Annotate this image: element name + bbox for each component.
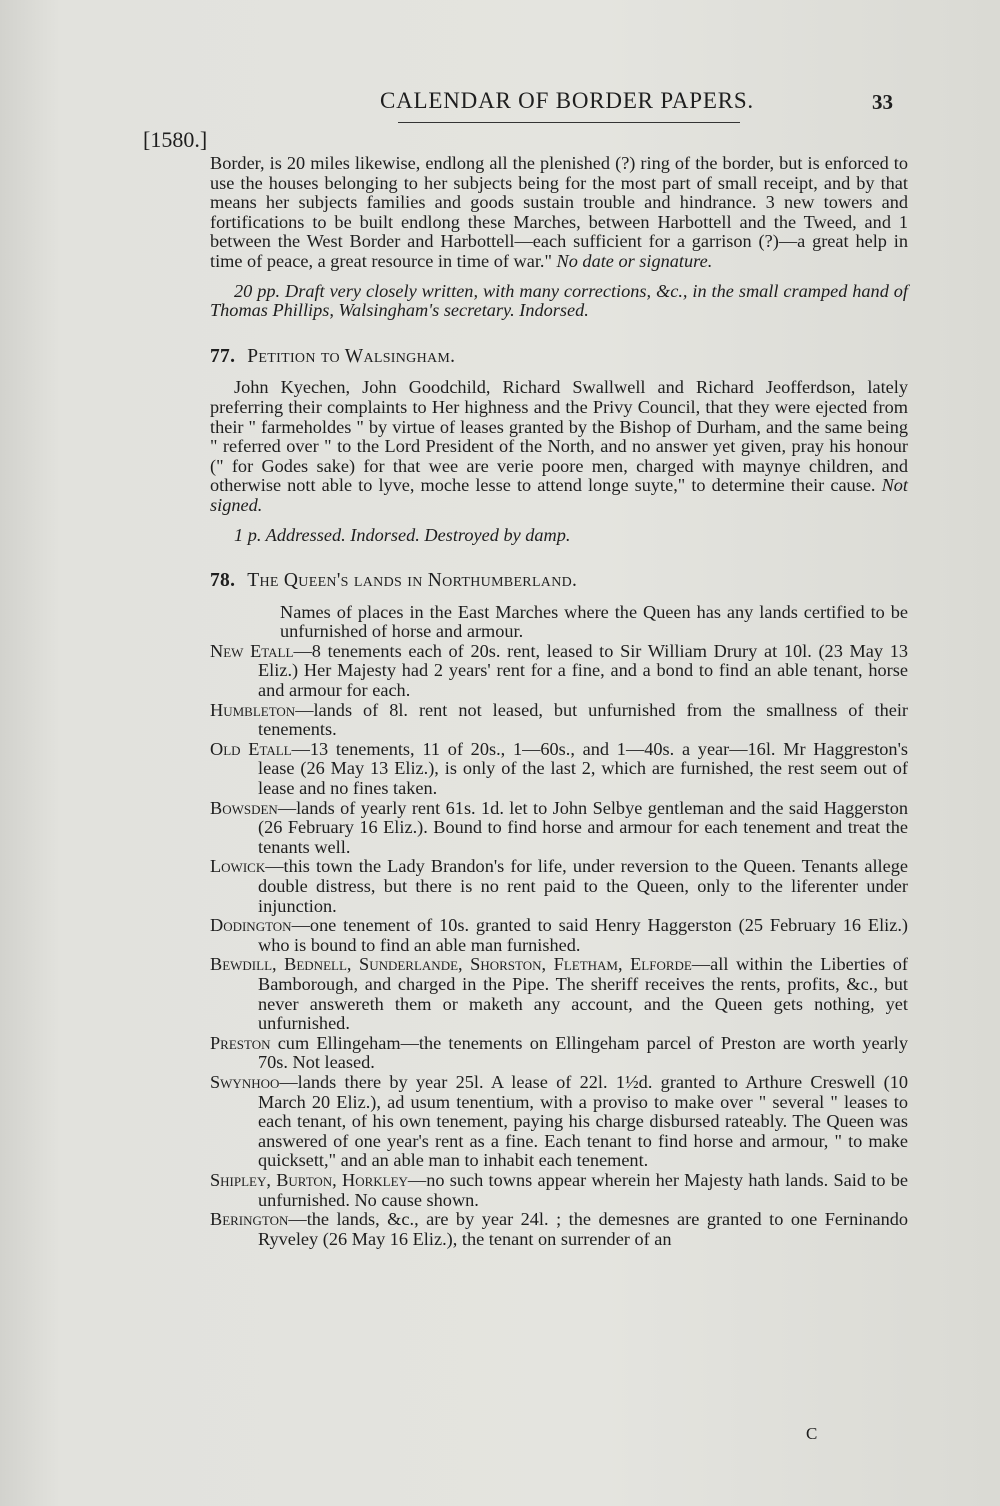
place-name: Berington (210, 1209, 289, 1230)
section-78-intro: Names of places in the East Marches where the Queen has any lands certified to be unfurnished of horse and armour. (280, 601, 908, 642)
section-77-text: John Kyechen, John Goodchild, Richard Swallwell and Richard Jeofferdson, lately preferring their complaints to Her highness and the Privy Council, that they were ejected from their " farmeholdes " by virtue of leases granted by the Bishop of Durham, and the same being " referred over " to the Lord President of the North, and no answer yet given, pray his honour (" for Godes sake) for that wee are verie poore men, charged with maynye children, and otherwise nott able to lyve, moche lesse to attend longe suyte," to determine their cause. (210, 377, 908, 496)
place-name: Lowick (210, 856, 266, 877)
continuation-note: No date or signature. (556, 250, 713, 271)
section-78-number: 78. (210, 570, 236, 592)
list-item (210, 642, 908, 701)
place-name: Shipley, Burton, Horkley (210, 1169, 408, 1190)
section-77-endorsement (210, 526, 908, 546)
place-name: Bewdill, Bednell, Sunderlande, Shorston, Fletham, Elforde (210, 954, 692, 975)
section-78-entries (210, 642, 908, 1249)
section-77-note: Not signed. (210, 475, 909, 515)
list-item (210, 955, 908, 1033)
section-78-title: The Queen's lands in Northumberland. (247, 570, 578, 592)
place-name: Old Etall (210, 738, 292, 759)
section-77-title: Petition to Walsingham. (247, 345, 456, 367)
continuation-pages: 20 pp. (234, 280, 281, 301)
entry-text: —lands of 8l. rent not leased, but unfurnished from the smallness of their tenements. (258, 699, 908, 740)
continuation-paragraph (210, 154, 908, 272)
place-name: Swynhoo (210, 1071, 280, 1092)
running-title: CALENDAR OF BORDER PAPERS. (380, 88, 754, 113)
entry-text: —lands there by year 25l. A lease of 22l. 1½d. granted to Arthure Creswell (10 March 20 Eliz.), ad usum tenentium, with a proviso to make over " several " leases to each tenant, of his own tenement, paying his charge disbursed rateably. The Queen was answered of one year's rent as a fine. Each tenant to find horse and armour, " to make quicksett," and an able man to inhabit each tenement. (258, 1071, 908, 1171)
list-item (210, 701, 908, 740)
place-name: Dodington (210, 915, 292, 936)
signature-mark: C (806, 1424, 818, 1443)
year-marker: [1580.] (143, 127, 208, 152)
place-name: New Etall (210, 640, 294, 661)
place-name: Humbleton (210, 699, 296, 720)
entry-text: —the lands, &c., are by year 24l. ; the demesnes are granted to one Ferninando Ryveley (26 May 16 Eliz.), the tenant on surrender of an (258, 1209, 908, 1249)
list-item (210, 740, 908, 799)
list-item (210, 1171, 908, 1210)
section-77-number: 77. (210, 345, 236, 367)
entry-text: cum Ellingeham—the tenements on Ellingeham parcel of Preston are worth yearly 70s. Not leased. (258, 1032, 908, 1073)
section-77-description: Addressed. Indorsed. Destroyed by damp. (265, 524, 571, 545)
place-name: Bowsden (210, 797, 278, 818)
continuation-text: Border, is 20 miles likewise, endlong all the plenished (?) ring of the border, but is enforced to use the houses belonging to her subjects being for the most part of small receipt, and by that means her subjects families and goods sustain trouble and hindrance. 3 new towers and fortifications to be built endlong these Marches, between Harbottell and the Tweed, and 1 between the West Border and Harbottell—each sufficient for a garrison (?)—a great help in time of peace, a great resource in time of war." (210, 153, 908, 271)
section-77-heading (210, 347, 908, 367)
list-item (210, 1073, 908, 1171)
page-number: 33 (872, 90, 893, 114)
section-77-paragraph (210, 378, 908, 515)
entry-text: —lands of yearly rent 61s. 1d. let to John Selbye gentleman and the said Haggerston (26 February 16 Eliz.). Bound to find horse and armour for each tenement and treat the tenants well. (258, 797, 908, 857)
list-item (210, 799, 908, 858)
section-77-pages: 1 p. (234, 524, 262, 545)
section-78-heading (210, 571, 908, 591)
entry-text: —8 tenements each of 20s. rent, leased to Sir William Drury at 10l. (23 May 13 Eliz.) Her Majesty had 2 years' rent for a fine, and a bond to find an able tenant, horse and armour for each. (258, 640, 909, 701)
continuation-description: Draft very closely written, with many corrections, &c., in the small cramped hand of Thomas Phillips, Walsingham's secretary. Indorsed. (210, 280, 908, 321)
list-item (210, 1034, 908, 1073)
entry-text: —this town the Lady Brandon's for life, under reversion to the Queen. Tenants allege double distress, but there is no rent paid to the Queen, only to the liferenter under injunction. (258, 856, 908, 916)
list-item (210, 916, 908, 955)
list-item (210, 857, 908, 916)
entry-text: —no such towns appear wherein her Majesty hath lands. Said to be unfurnished. No cause shown. (258, 1169, 908, 1210)
header-rule (398, 122, 740, 123)
entry-text: —13 tenements, 11 of 20s., 1—60s., and 1—40s. a year—16l. Mr Haggreston's lease (26 May 13 Eliz.), is only of the last 2, which are furnished, the rest seem out of lease and no fines taken. (258, 738, 908, 799)
continuation-endorsement (210, 282, 908, 321)
entry-text: —all within the Liberties of Bamborough, and charged in the Pipe. The sheriff receives the rents, profits, &c., but never answereth them or maketh any account, and the Queen gets nothing, yet unfurnished. (258, 954, 909, 1034)
entry-text: —one tenement of 10s. granted to said Henry Haggerston (25 February 16 Eliz.) who is bound to find an able man furnished. (258, 915, 908, 955)
place-name: Preston (210, 1032, 271, 1053)
list-item (210, 1210, 908, 1249)
page-body (210, 154, 908, 1249)
